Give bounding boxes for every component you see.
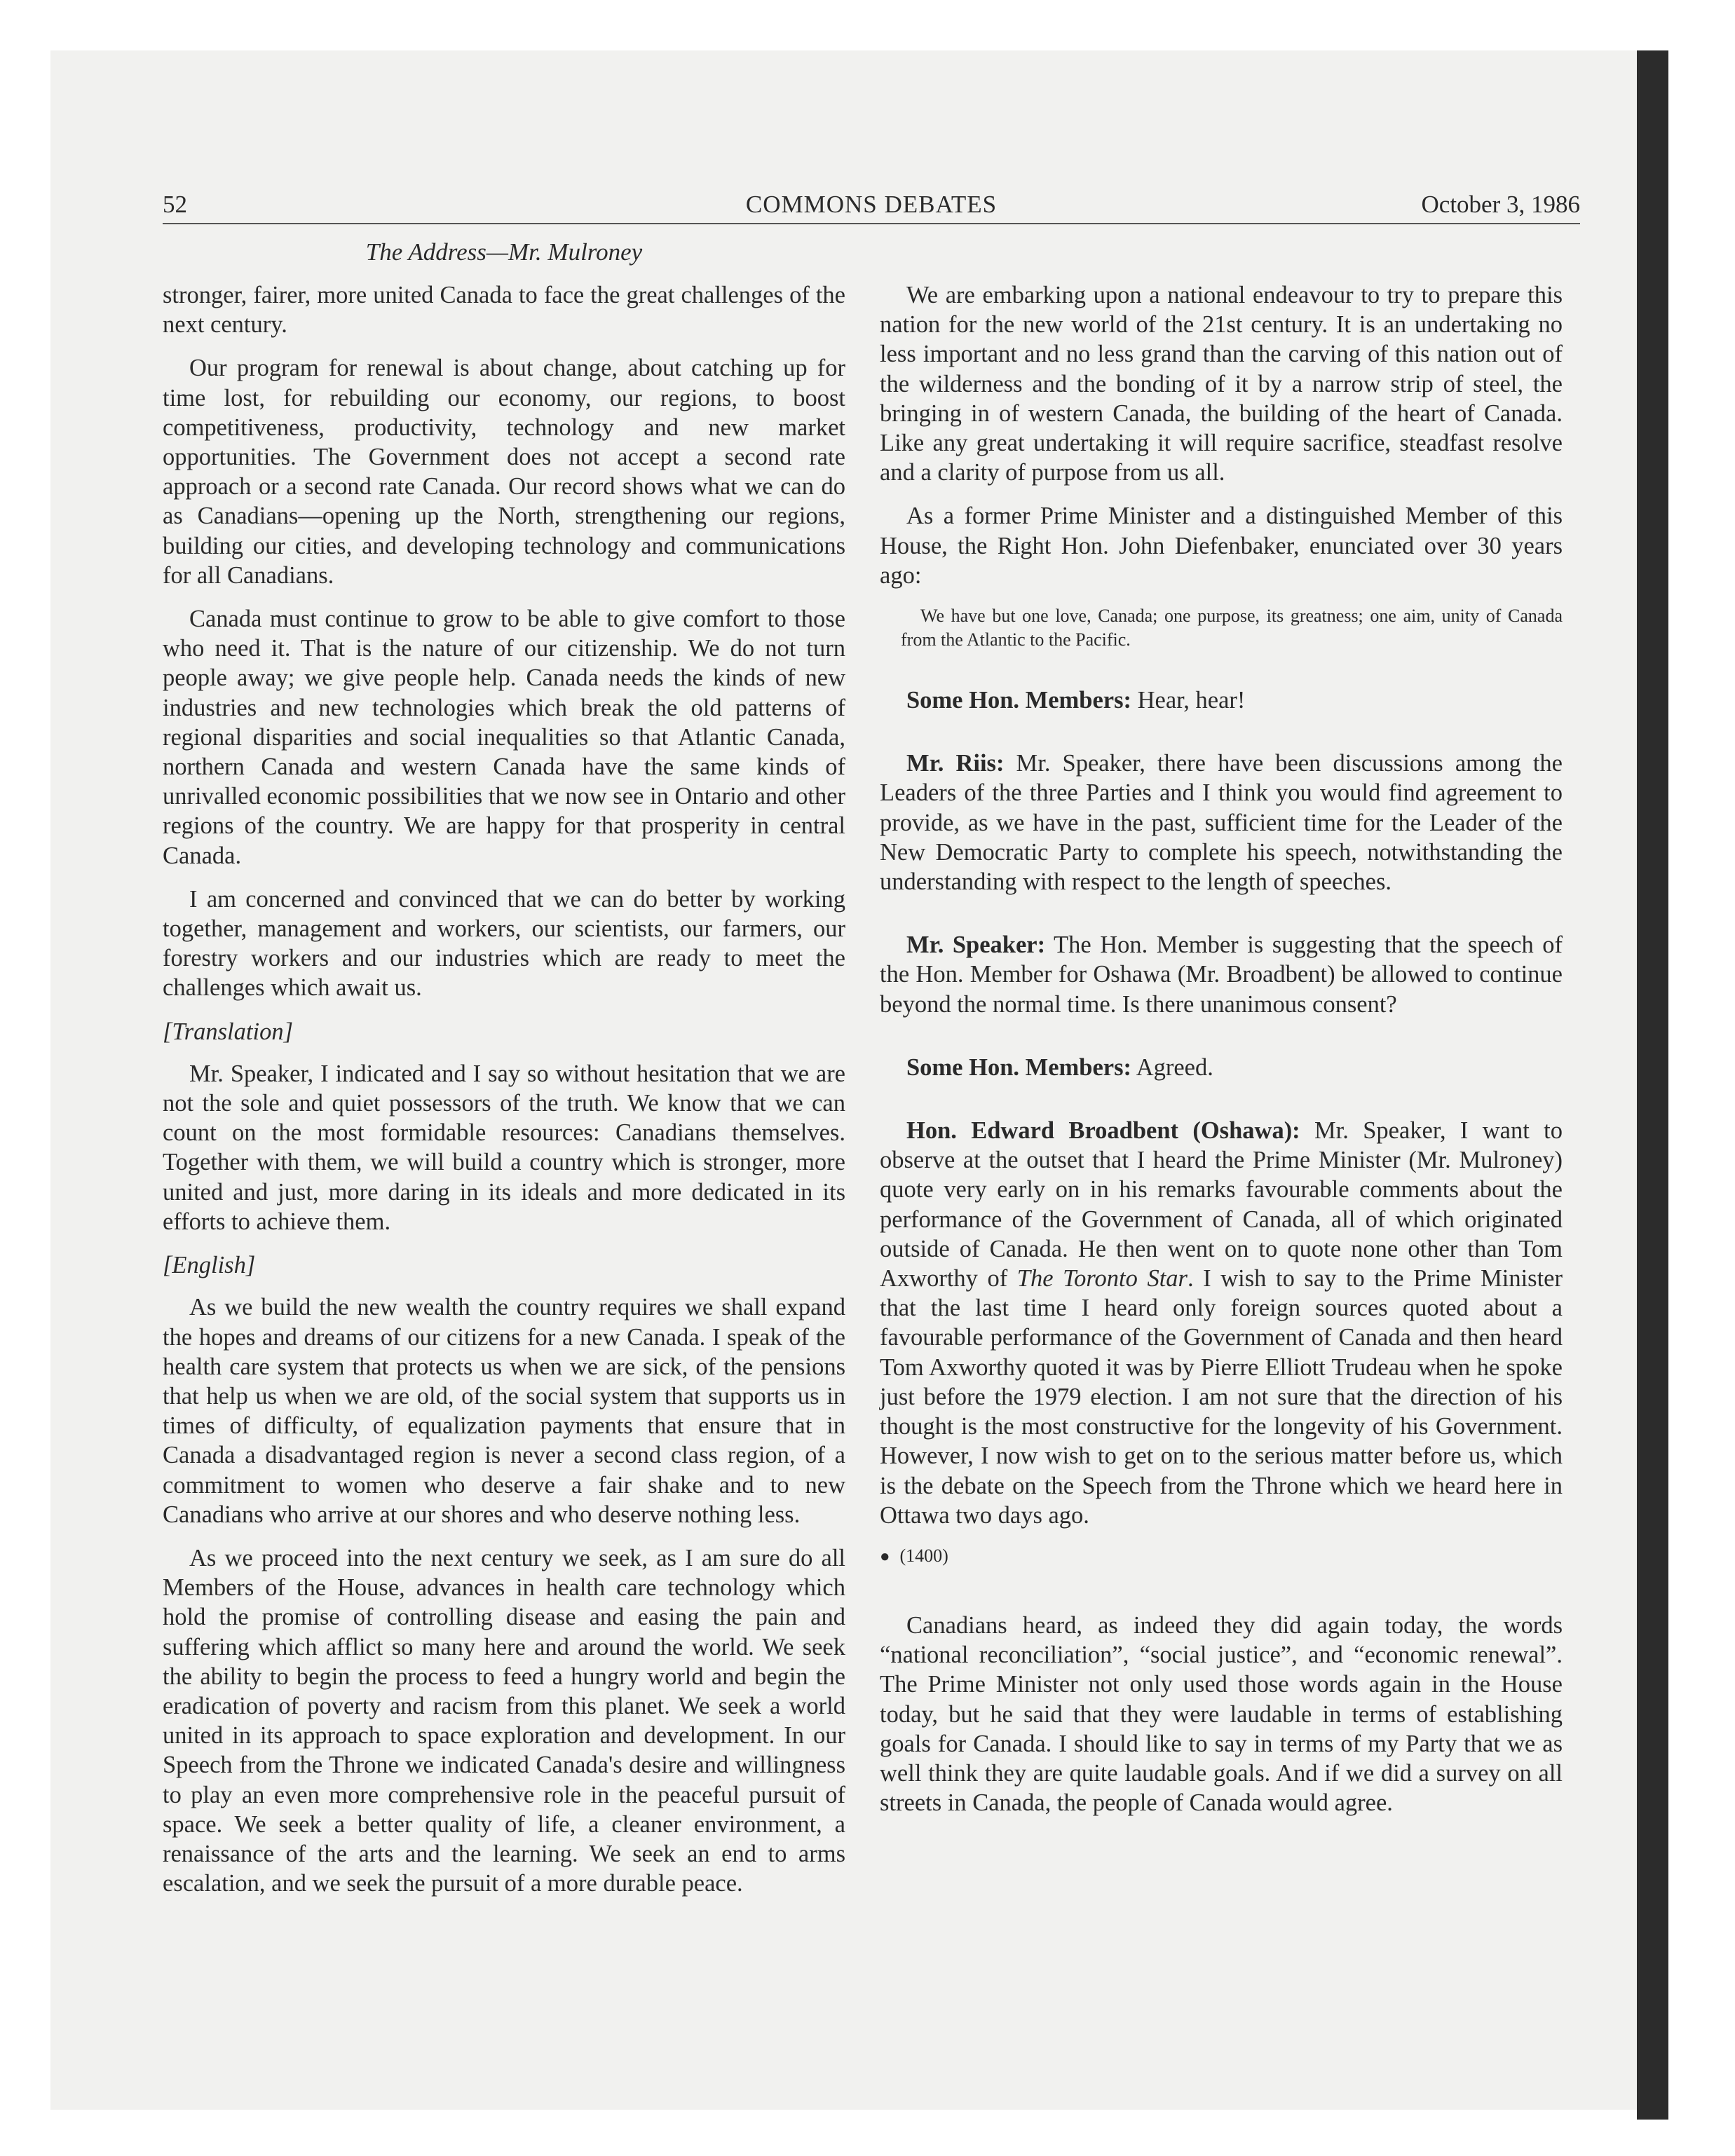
language-tag-english: [English] [163, 1252, 256, 1279]
paragraph: Canadians heard, as indeed they did again today, the words “national reconciliation”, “social justice”, and “economic renewal”. The Prime Minister not only used those words again in the House today, but he said that they were laudable in terms of establishing goals for Canada. I should like to say in terms of my Party that we as well think they are quite laudable goals. And if we did a survey on all streets in Canada, the people of Canada would agree. [880, 1611, 1563, 1817]
paragraph: Mr. Speaker, I indicated and I say so without hesitation that we are not the sole and quiet possessors of the truth. We know that we can count on the most formidable resources: Canadians themselves. Together with them, we will build a country which is stronger, more united and just, more daring in its ideals and more dedicated in its efforts to achieve them. [163, 1060, 845, 1235]
speaker-name: Hon. Edward Broadbent (Oshawa): [906, 1117, 1300, 1145]
time-marker-label: (1400) [899, 1545, 948, 1566]
speech-text: Mr. Speaker, I want to observe at the outset that I heard the Prime Minister (Mr. Mulroney) quote very early on in his remarks favourable comments about the performance of the Government of Canada, all of which originated outside of Canada. He then went on to quote none other than Tom Axworthy of [880, 1117, 1563, 1292]
paragraph: Canada must continue to grow to be able to give comfort to those who need it. That is the nature of our citizenship. We do not turn people away; we give people help. Canada needs the kinds of new industries and new technologies which break the old patterns of regional disparities and social inequalities so that Atlantic Canada, northern Canada and western Canada have the same kinds of unrivalled economic possibilities that we now see in Ontario and other regions of the country. We are happy for that prosperity in central Canada. [163, 606, 845, 869]
speech-text: Mr. Speaker, there have been discussions among the Leaders of the three Parties and I think you would find agreement to provide, as we have in the past, sufficient time for the Leader of the New Democratic Party to complete his speech, notwithstanding the understanding with respect to the length of speeches. [880, 750, 1563, 896]
speech-text: The Hon. Member is suggesting that the speech of the Hon. Member for Oshawa (Mr. Broadbent) be allowed to continue beyond the normal time. Is there unanimous consent? [880, 932, 1563, 1018]
page-header [163, 189, 1580, 224]
paragraph: As we proceed into the next century we seek, as I am sure do all Members of the House, advances in health care technology which hold the promise of controlling disease and easing the pain and suffering which afflict so many here and around the world. We seek the ability to begin the process to feed a hungry world and begin the eradication of poverty and racism from this planet. We seek a world united in its approach to space exploration and development. In our Speech from the Throne we indicated Canada's desire and willingness to play an even more comprehensive role in the peaceful pursuit of space. We seek a better quality of life, a cleaner environment, a renaissance of the arts and the learning. We seek an end to arms escalation, and we seek the pursuit of a more durable peace. [163, 1544, 845, 1897]
paragraph: stronger, fairer, more united Canada to face the great challenges of the next century. [163, 282, 845, 339]
speaker-turn [880, 1116, 1563, 1530]
publication-title: COMMONS DEBATES [745, 191, 998, 218]
speaker-turn [880, 749, 1563, 896]
time-marker [880, 1544, 1563, 1569]
bullet-icon: ● [880, 1547, 890, 1566]
speaker-name: Some Hon. Members: [906, 1053, 1131, 1081]
speech-text: Hear, hear! [1131, 687, 1246, 714]
paragraph: As a former Prime Minister and a distinguished Member of this House, the Right Hon. John Diefenbaker, enunciated over 30 years ago: [880, 503, 1563, 589]
paragraph: I am concerned and convinced that we can do better by working together, management and workers, our scientists, our farmers, our forestry workers and our industries which are ready to meet the challenges which await us. [163, 885, 845, 1002]
newspaper-title: The Toronto Star [1016, 1265, 1188, 1292]
paragraph: We are embarking upon a national endeavour to try to prepare this nation for the new world of the 21st century. It is an undertaking no less important and no less grand than the carving of this nation out of the wilderness and the bonding of it by a narrow strip of steel, the bringing in of western Canada, the building of the heart of Canada. Like any great undertaking it will require sacrifice, steadfast resolve and a clarity of purpose from us all. [880, 282, 1563, 486]
publication-date: October 3, 1986 [1421, 191, 1580, 218]
page-number: 52 [163, 191, 187, 218]
right-column [880, 280, 1563, 1831]
running-head: The Address—Mr. Mulroney [365, 238, 643, 266]
speech-text: Agreed. [1131, 1053, 1213, 1081]
speaker-name: Mr. Speaker: [906, 932, 1046, 959]
left-column [163, 280, 845, 1912]
speaker-turn [880, 1053, 1563, 1082]
speaker-name: Some Hon. Members: [906, 687, 1131, 714]
speech-text: . I wish to say to the Prime Minister that the last time I heard only foreign sources quoted about a favourable performance of the Government of Canada and then heard Tom Axworthy quoted it was by Pierre Elliott Trudeau when he spoke just before the 1979 election. I am not sure that the direction of his thought is the most constructive for the longevity of his Government. However, I now wish to get on to the serious matter before us, which is the debate on the Speech from the Throne which we heard here in Ottawa two days ago. [880, 1265, 1563, 1529]
speaker-turn [880, 685, 1563, 715]
language-tag-translation: [Translation] [163, 1018, 293, 1045]
speaker-turn [880, 930, 1563, 1019]
scan-edge-shadow [1637, 50, 1668, 2120]
paragraph: As we build the new wealth the country requires we shall expand the hopes and dreams of our citizens for a new Canada. I speak of the health care system that protects us when we are sick, of the pensions that help us when we are old, of the social system that supports us in times of difficulty, of equalization payments that ensure that in Canada a disadvantaged region is never a second class region, of a commitment to women who deserve a fair shake and to new Canadians who arrive at our shores and who deserve nothing less. [163, 1294, 845, 1528]
paragraph: Our program for renewal is about change, about catching up for time lost, for rebuilding our economy, our regions, to boost competitiveness, productivity, technology and new market opportunities. The Government does not accept a second rate approach or a second rate Canada. Our record shows what we can do as Canadians—opening up the North, strengthening our regions, building our cities, and developing technology and communications for all Canadians. [163, 355, 845, 589]
speaker-name: Mr. Riis: [906, 750, 1005, 777]
block-quote: We have but one love, Canada; one purpose, its greatness; one aim, unity of Canada from the Atlantic to the Pacific. [901, 606, 1563, 650]
